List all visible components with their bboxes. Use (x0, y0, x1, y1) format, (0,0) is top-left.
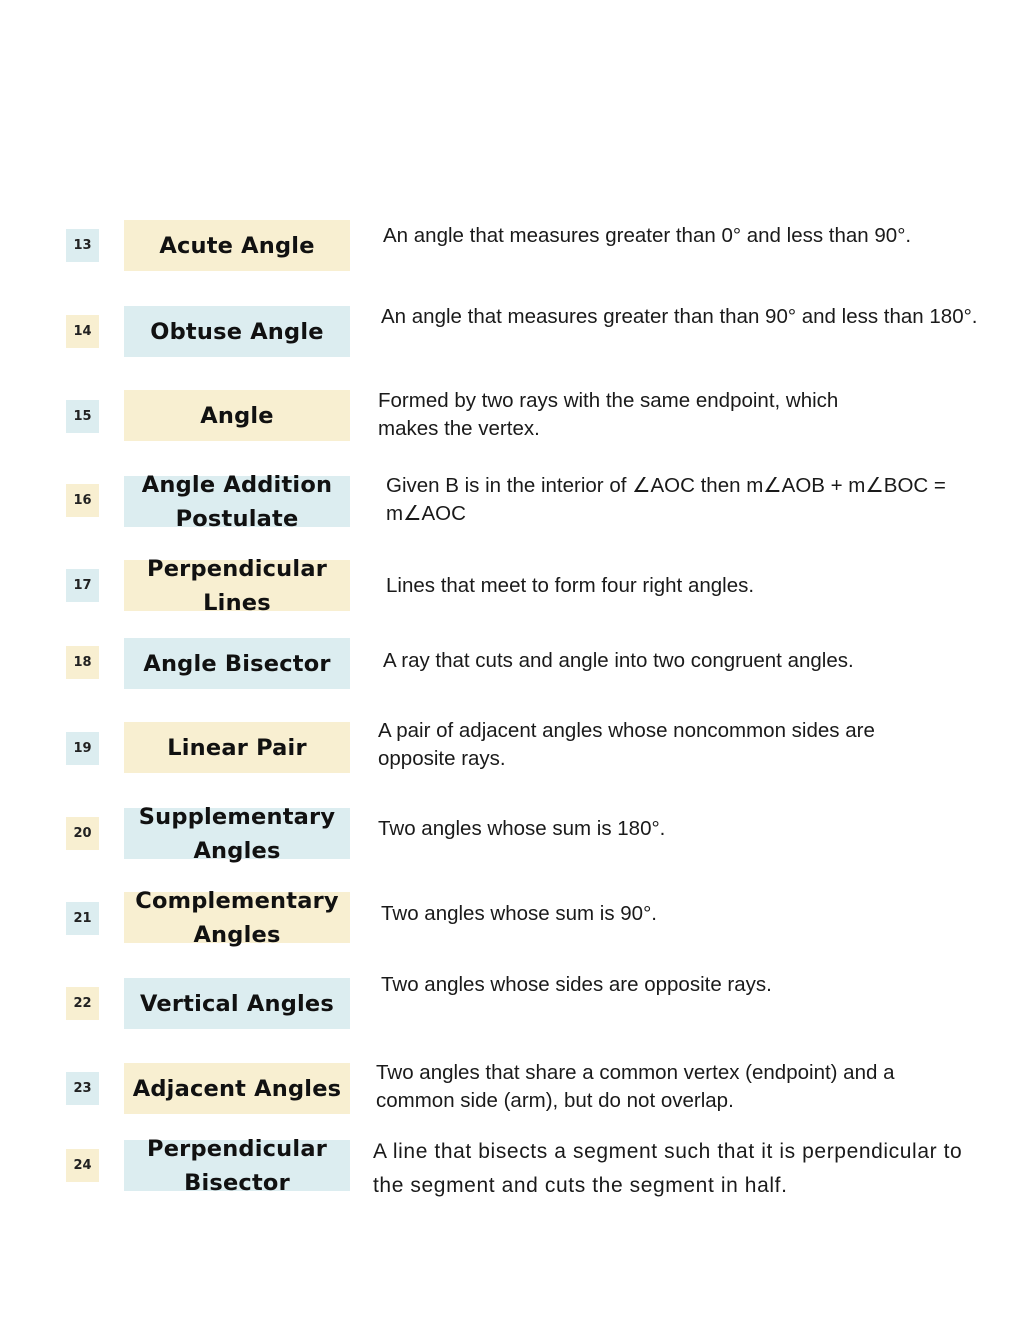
term-label-box (124, 1063, 350, 1114)
term-label-box (124, 471, 350, 532)
term-label: Perpendicular Bisector (147, 1135, 327, 1196)
term-label-box (124, 638, 350, 689)
term-number: 23 (66, 1072, 99, 1105)
term-definition: Lines that meet to form four right angles. (386, 574, 755, 597)
term-label: Vertical Angles (140, 990, 334, 1017)
term-label: Acute Angle (159, 232, 315, 259)
term-number: 16 (66, 484, 99, 517)
term-number: 17 (66, 569, 99, 602)
term-label: Linear Pair (167, 734, 307, 761)
term-label-box (124, 306, 350, 357)
term-label: Complementary Angles (135, 887, 339, 948)
term-number: 13 (66, 229, 99, 262)
term-number: 18 (66, 646, 99, 679)
term-label-box (124, 555, 350, 616)
term-label: Angle Addition Postulate (141, 471, 333, 532)
term-definition: Two angles whose sides are opposite rays. (381, 973, 772, 996)
term-definition: Two angles whose sum is 90°. (381, 902, 657, 925)
term-definition: An angle that measures greater than 0° and less than 90°. (383, 224, 912, 247)
term-definition: A ray that cuts and angle into two congruent angles. (383, 649, 854, 672)
term-number: 20 (66, 817, 99, 850)
term-definition: Formed by two rays with the same endpoint, which makes the vertex. (378, 389, 839, 440)
term-definition: An angle that measures greater than than 90° and less than 180°. (381, 305, 978, 328)
term-label: Angle (200, 402, 274, 429)
term-label-box (124, 887, 350, 948)
term-definition: Two angles that share a common vertex (endpoint) and a common side (arm), but do not overlap. (376, 1061, 895, 1112)
term-label: Supplementary Angles (138, 803, 336, 864)
term-number: 21 (66, 902, 99, 935)
term-definition: Two angles whose sum is 180°. (378, 817, 666, 840)
term-label: Adjacent Angles (132, 1075, 342, 1102)
term-definition: A pair of adjacent angles whose noncommon sides are opposite rays. (378, 719, 875, 770)
term-label: Angle Bisector (143, 650, 331, 677)
term-definition: A line that bisects a segment such that it is perpendicular to the segment and cuts the segment in half. (373, 1140, 963, 1197)
term-number: 19 (66, 732, 99, 765)
term-label-box (124, 1135, 350, 1196)
term-number: 14 (66, 315, 99, 348)
term-label-box (124, 722, 350, 773)
term-definition: Given B is in the interior of ∠AOC then m∠AOB + m∠BOC = m∠AOC (386, 474, 946, 525)
term-label-box (124, 220, 350, 271)
term-number: 22 (66, 987, 99, 1020)
term-number: 15 (66, 400, 99, 433)
term-label-box (124, 390, 350, 441)
term-label: Perpendicular Lines (147, 555, 327, 616)
term-number: 24 (66, 1149, 99, 1182)
term-label: Obtuse Angle (150, 318, 324, 345)
term-label-box (124, 803, 350, 864)
term-label-box (124, 978, 350, 1029)
